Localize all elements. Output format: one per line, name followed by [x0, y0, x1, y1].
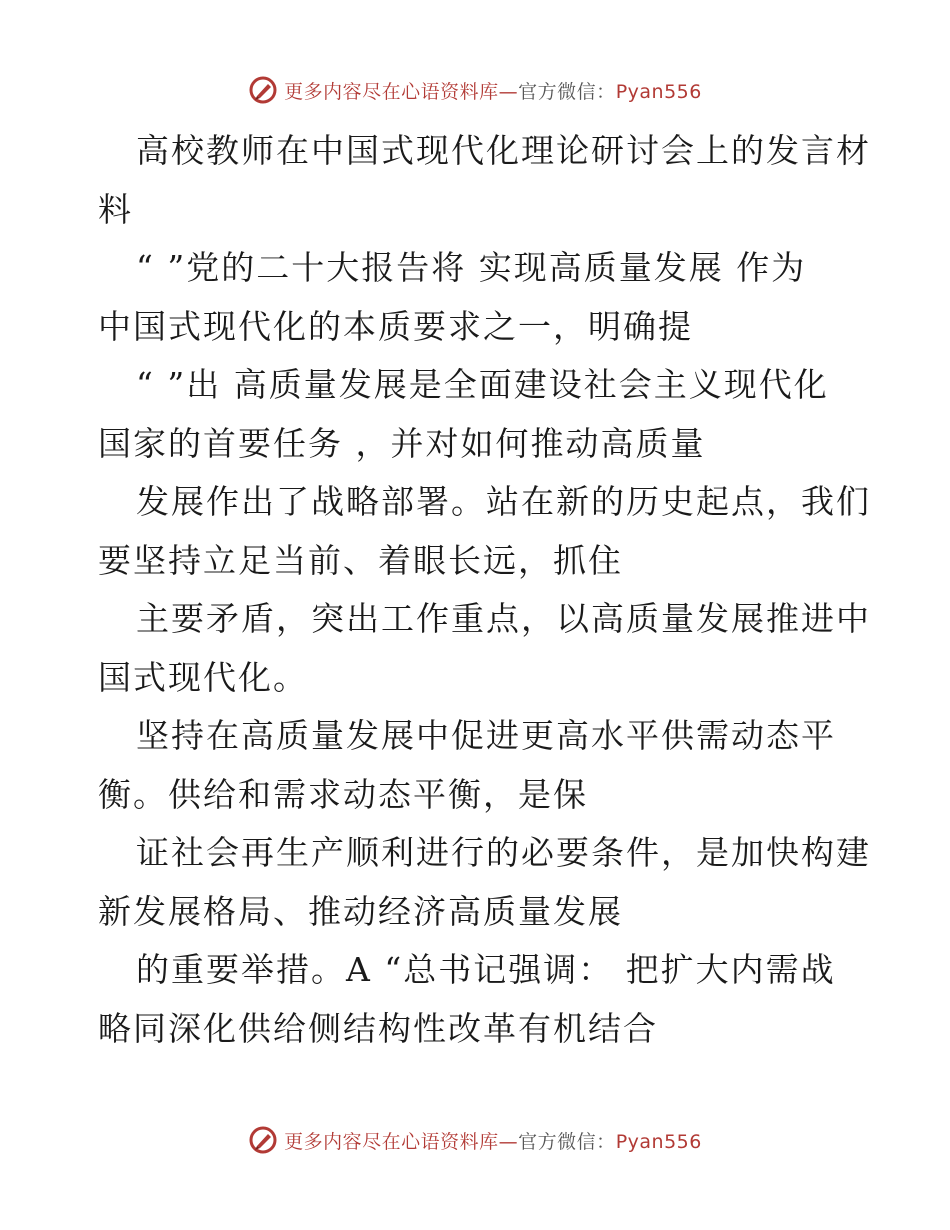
- banner-separator: —: [498, 80, 519, 103]
- document-body: [98, 122, 871, 1058]
- text-line: 证社会再生产顺利进行的必要条件，是加快构建: [136, 833, 871, 872]
- pen-circle-icon: [248, 75, 278, 105]
- text-line: 新发展格局、推动经济高质量发展: [98, 891, 623, 931]
- text-line: 的重要举措。A “总书记强调： 把扩大内需战: [136, 950, 836, 989]
- text-line: 高校教师在中国式现代化理论研讨会上的发言材: [136, 131, 871, 170]
- banner-wechat-label: 官方微信：: [518, 1130, 616, 1153]
- text-line: “ ”出 高质量发展是全面建设社会主义现代化: [136, 365, 829, 404]
- banner-separator: —: [498, 1130, 519, 1153]
- text-line: 料: [98, 189, 133, 229]
- text-line: 衡。供给和需求动态平衡，是保: [98, 774, 588, 814]
- pen-circle-icon: [248, 1125, 278, 1155]
- banner-wechat-label: 官方微信：: [518, 80, 616, 103]
- text-line: 国式现代化。: [98, 657, 308, 697]
- text-line: 略同深化供给侧结构性改革有机结合: [98, 1008, 658, 1048]
- text-line: 要坚持立足当前、着眼长远，抓住: [98, 540, 623, 580]
- header-banner: [0, 70, 950, 110]
- banner-wechat-id: Pyan556: [615, 1130, 702, 1153]
- text-line: “ ”党的二十大报告将 实现高质量发展 作为: [136, 248, 807, 287]
- banner-text: [284, 77, 702, 104]
- text-line: 发展作出了战略部署。站在新的历史起点，我们: [136, 482, 871, 521]
- footer-banner: [0, 1120, 950, 1160]
- banner-text: [284, 1127, 702, 1154]
- banner-site-text: 更多内容尽在心语资料库: [284, 80, 499, 103]
- banner-site-text: 更多内容尽在心语资料库: [284, 1130, 499, 1153]
- text-line: 坚持在高质量发展中促进更高水平供需动态平: [136, 716, 836, 755]
- text-line: 主要矛盾，突出工作重点，以高质量发展推进中: [136, 599, 871, 638]
- text-line: 国家的首要任务 ，并对如何推动高质量: [98, 423, 706, 463]
- text-line: 中国式现代化的本质要求之一，明确提: [98, 306, 693, 346]
- banner-wechat-id: Pyan556: [615, 80, 702, 103]
